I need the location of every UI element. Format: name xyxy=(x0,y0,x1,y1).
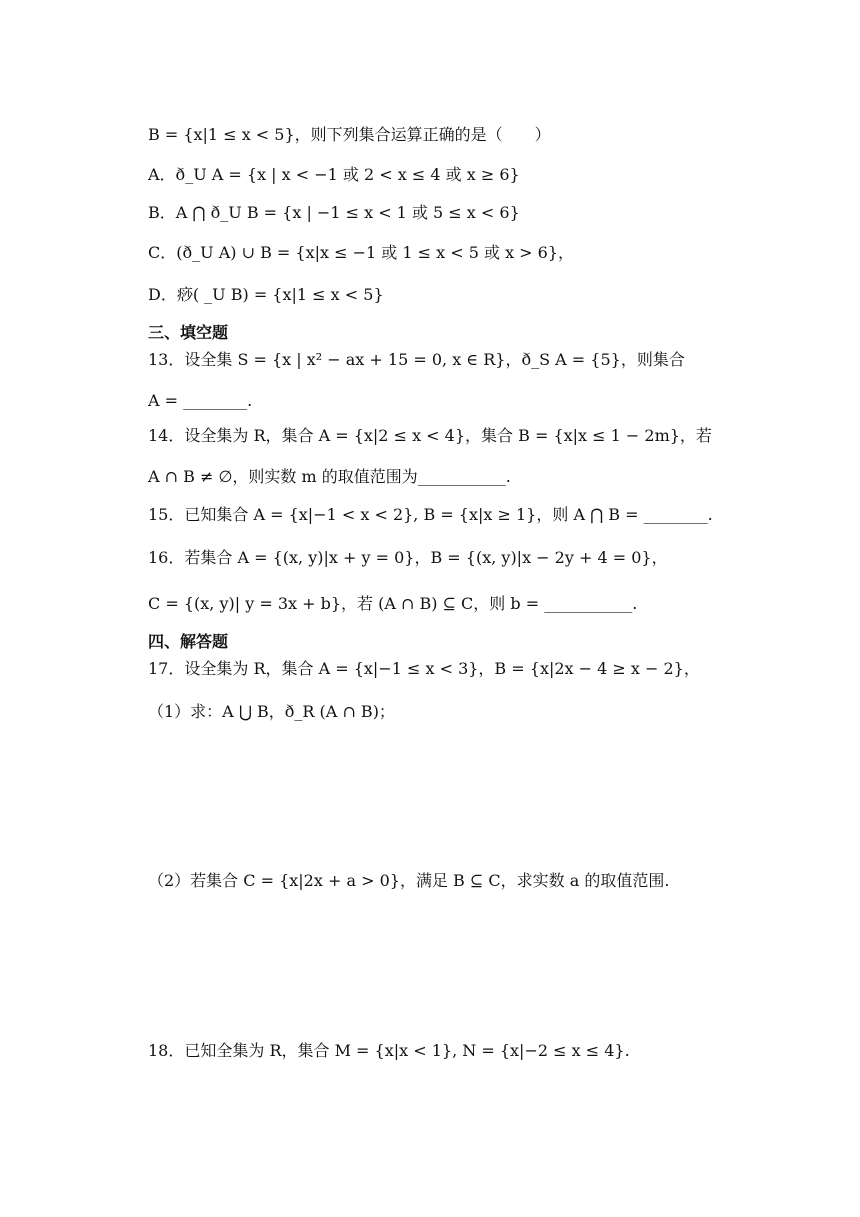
question-13-line1: 13．设全集 S = {x | x² − ax + 15 = 0, x ∈ R}，ð_S A = {5}，则集合 xyxy=(148,350,685,369)
question-16-line2: C = {(x, y)| y = 3x + b}，若 (A ∩ B) ⊆ C，则 b = ___________. xyxy=(148,594,638,613)
section-heading-fill-in: 三、填空题 xyxy=(148,323,229,342)
question-13-line2: A = ________. xyxy=(148,391,253,410)
question-16-line1: 16．若集合 A = {(x, y)|x + y = 0}，B = {(x, y)|x − 2y + 4 = 0}， xyxy=(148,548,668,567)
section-heading-answer: 四、解答题 xyxy=(148,632,229,651)
option-a: A．ð_U A = {x | x < −1 或 2 < x ≤ 4 或 x ≥ 6} xyxy=(148,165,520,184)
option-c: C．(ð_U A) ∪ B = {x|x ≤ −1 或 1 ≤ x < 5 或 x > 6}， xyxy=(148,243,575,262)
question-18: 18．已知全集为 R，集合 M = {x|x < 1}, N = {x|−2 ≤ x ≤ 4}. xyxy=(148,1041,630,1060)
question-14-line2: A ∩ B ≠ ∅，则实数 m 的取值范围为___________. xyxy=(148,467,511,486)
question-17: 17．设全集为 R，集合 A = {x|−1 ≤ x < 3}，B = {x|2x − 4 ≥ x − 2}， xyxy=(148,659,700,678)
question-17-part1: （1）求：A ⋃ B，ð_R (A ∩ B)； xyxy=(148,702,395,721)
question-17-part2: （2）若集合 C = {x|2x + a > 0}，满足 B ⊆ C，求实数 a 的取值范围. xyxy=(148,871,670,890)
text-line-b-set: B = {x|1 ≤ x < 5}，则下列集合运算正确的是（ ） xyxy=(148,125,551,144)
question-14-line1: 14．设全集为 R，集合 A = {x|2 ≤ x < 4}，集合 B = {x|x ≤ 1 − 2m}，若 xyxy=(148,426,712,445)
option-d: D．痧( _U B) = {x|1 ≤ x < 5} xyxy=(148,285,384,304)
question-15: 15．已知集合 A = {x|−1 < x < 2}, B = {x|x ≥ 1}，则 A ⋂ B = ________. xyxy=(148,505,713,524)
option-b: B．A ⋂ ð_U B = {x | −1 ≤ x < 1 或 5 ≤ x < 6} xyxy=(148,203,520,222)
